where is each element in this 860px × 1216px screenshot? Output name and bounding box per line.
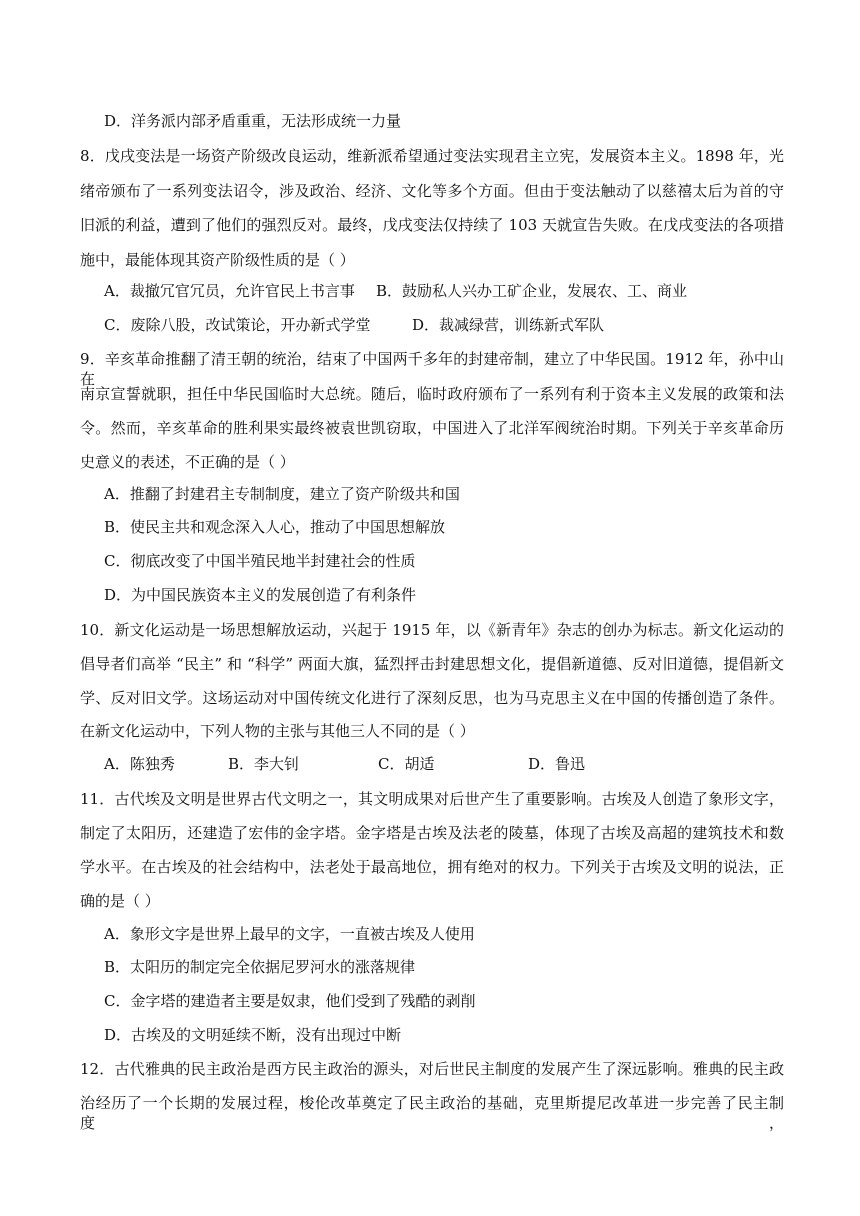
q11-text-line: 确的是（ ） xyxy=(80,892,160,910)
q11-text-line: 制定了太阳历，还建造了宏伟的金字塔。金字塔是古埃及法老的陵墓，体现了古埃及高超的建筑技术和数 xyxy=(80,824,784,842)
q10-text-line: 学、反对旧文学。这场运动对中国传统文化进行了深刻反思，也为马克思主义在中国的传播创造了条件。 xyxy=(80,689,784,707)
q11-option-d: D．古埃及的文明延续不断，没有出现过中断 xyxy=(104,1026,402,1044)
q10-option-a: A．陈独秀 xyxy=(104,755,175,773)
q11-text-line: 11．古代埃及文明是世界古代文明之一，其文明成果对后世产生了重要影响。古埃及人创造了象形文字， xyxy=(80,790,784,808)
q10-option-b: B．李大钊 xyxy=(228,755,300,773)
q8-text-line: 施中，最能体现其资产阶级性质的是（ ） xyxy=(80,251,355,269)
q10-text-line: 在新文化运动中，下列人物的主张与其他三人不同的是（ ） xyxy=(80,722,475,740)
q8-text-line: 绪帝颁布了一系列变法诏令，涉及政治、经济、文化等多个方面。但由于变法触动了以慈禧太后为首的守 xyxy=(80,182,784,200)
q10-text-line: 10．新文化运动是一场思想解放运动，兴起于 1915 年，以《新青年》杂志的创办为标志。新文化运动的 xyxy=(80,621,784,639)
q12-text-line: 12．古代雅典的民主政治是西方民主政治的源头，对后世民主制度的发展产生了深远影响。雅典的民主政 xyxy=(80,1060,784,1078)
q8-option-d: D．裁减绿营，训练新式军队 xyxy=(412,316,605,334)
q8-option-b: B．鼓励私人兴办工矿企业，发展农、工、商业 xyxy=(376,282,688,300)
q9-option-c: C．彻底改变了中国半殖民地半封建社会的性质 xyxy=(104,552,416,570)
q9-option-a: A．推翻了封建君主专制制度，建立了资产阶级共和国 xyxy=(104,485,460,503)
q11-option-a: A．象形文字是世界上最早的文字，一直被古埃及人使用 xyxy=(104,925,475,943)
q9-option-d: D．为中国民族资本主义的发展创造了有利条件 xyxy=(104,586,417,604)
q8-option-a: A．裁撤冗官冗员，允许官民上书言事 xyxy=(104,282,355,300)
q10-option-d: D．鲁迅 xyxy=(528,755,586,773)
q9-text-line: 史意义的表述，不正确的是（ ） xyxy=(80,453,295,471)
q9-option-b: B．使民主共和观念深入人心，推动了中国思想解放 xyxy=(104,518,446,536)
q9-text-line: 9．辛亥革命推翻了清王朝的统治，结束了中国两千多年的封建帝制，建立了中华民国。1912 年，孙中山在 xyxy=(80,350,784,388)
q12-text-line: 治经历了一个长期的发展过程，梭伦改革奠定了民主政治的基础，克里斯提尼改革进一步完善了民主制度， xyxy=(80,1094,784,1132)
q11-option-b: B．太阳历的制定完全依据尼罗河水的涨落规律 xyxy=(104,958,416,976)
q8-text-line: 8．戊戌变法是一场资产阶级改良运动，维新派希望通过变法实现君主立宪，发展资本主义。1898 年，光 xyxy=(80,147,784,165)
q9-text-line: 南京宣誓就职，担任中华民国临时大总统。随后，临时政府颁布了一系列有利于资本主义发展的政策和法 xyxy=(80,385,784,403)
q11-option-c: C．金字塔的建造者主要是奴隶，他们受到了残酷的剥削 xyxy=(104,992,476,1010)
q10-text-line: 倡导者们高举 “民主” 和 “科学” 两面大旗，猛烈抨击封建思想文化，提倡新道德、反对旧道德，提倡新文 xyxy=(80,655,784,673)
q7-option-d: D．洋务派内部矛盾重重，无法形成统一力量 xyxy=(104,112,402,130)
q8-text-line: 旧派的利益，遭到了他们的强烈反对。最终，戊戌变法仅持续了 103 天就宣告失败。在戊戌变法的各项措 xyxy=(80,216,784,234)
q8-option-c: C．废除八股，改试策论，开办新式学堂 xyxy=(104,316,371,334)
q11-text-line: 学水平。在古埃及的社会结构中，法老处于最高地位，拥有绝对的权力。下列关于古埃及文明的说法，正 xyxy=(80,858,784,876)
q10-option-c: C．胡适 xyxy=(378,755,435,773)
q9-text-line: 令。然而，辛亥革命的胜利果实最终被袁世凯窃取，中国进入了北洋军阀统治时期。下列关于辛亥革命历 xyxy=(80,419,784,437)
